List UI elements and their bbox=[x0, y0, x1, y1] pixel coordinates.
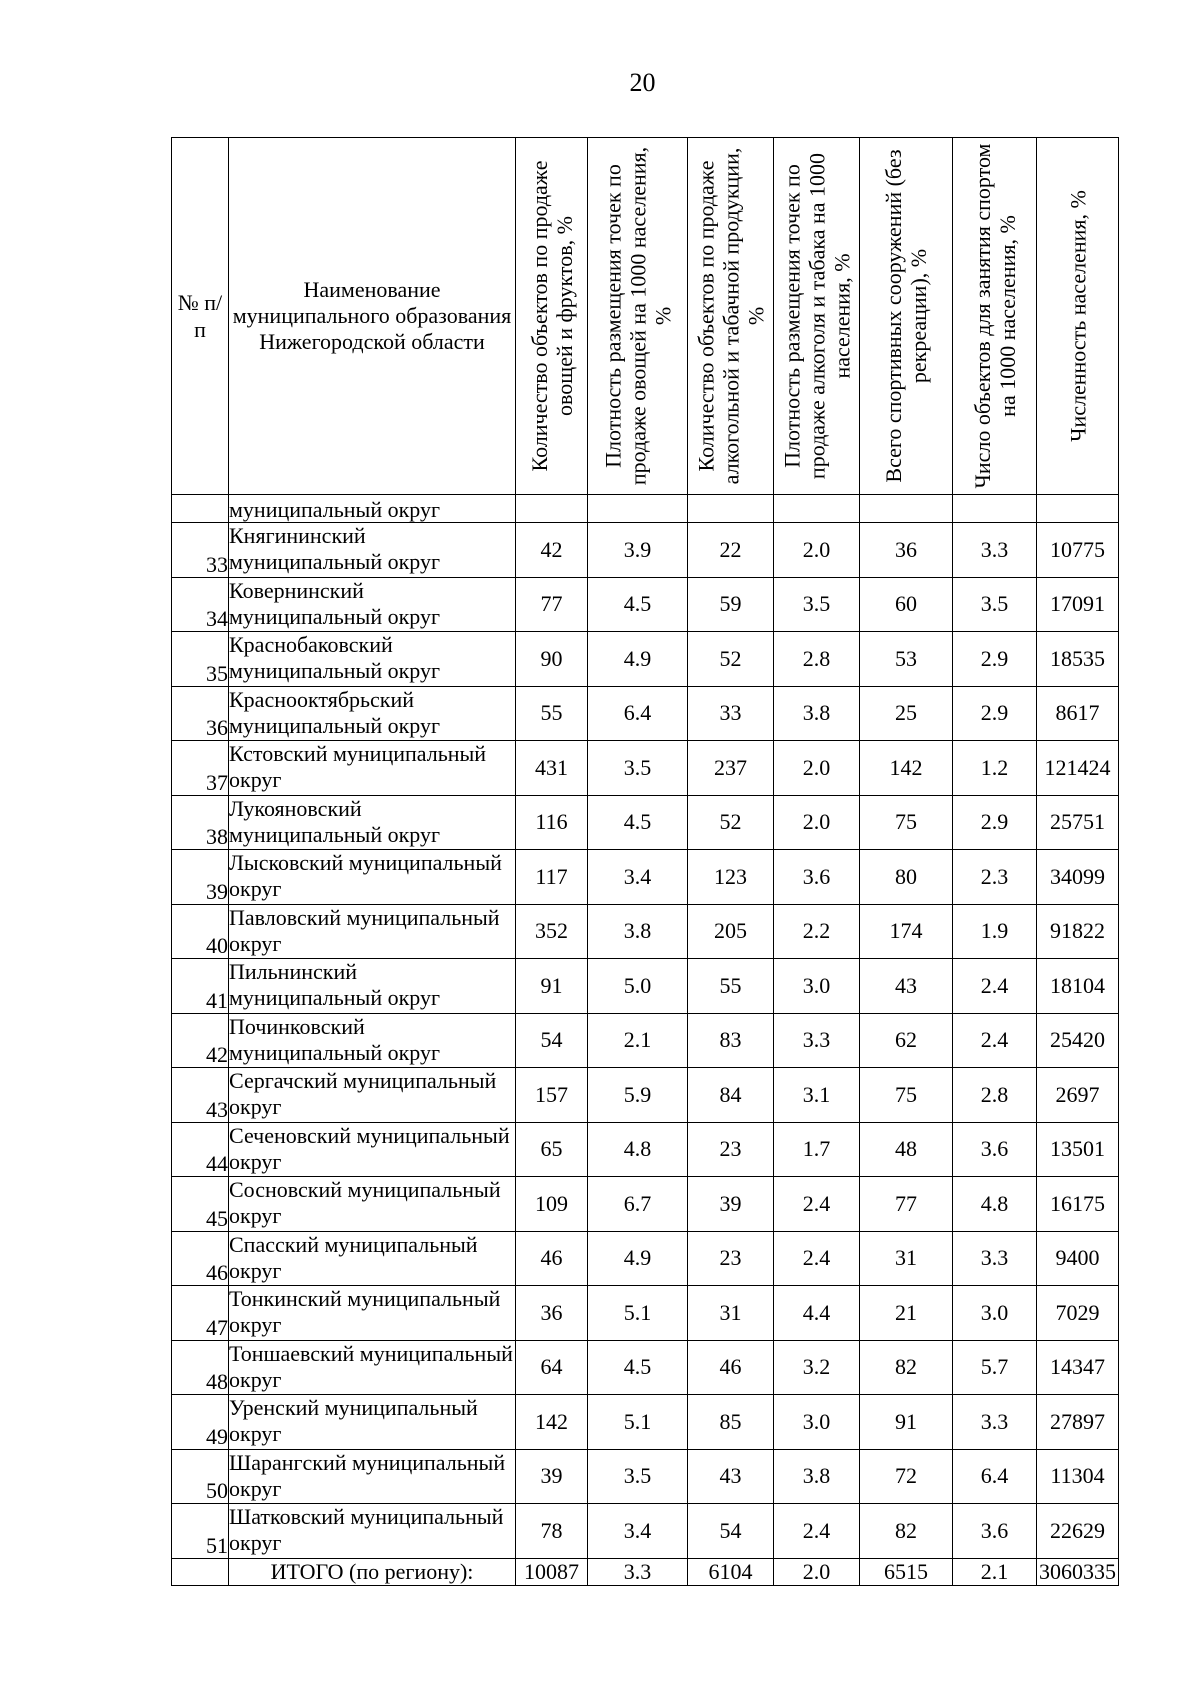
cell-value: 4.5 bbox=[588, 1340, 688, 1395]
table-row bbox=[172, 1013, 1119, 1068]
municipality-name: Тоншаевский муниципальный округ bbox=[229, 1340, 516, 1395]
cell-value: 3.9 bbox=[588, 523, 688, 578]
cell-value: 8617 bbox=[1037, 686, 1119, 741]
cell-value: 3.3 bbox=[953, 523, 1037, 578]
cell-value: 3.8 bbox=[588, 904, 688, 959]
total-value: 6515 bbox=[860, 1558, 953, 1585]
municipality-name: Краснобаковский муниципальный округ bbox=[229, 632, 516, 687]
table-row bbox=[172, 795, 1119, 850]
cell-value: 25751 bbox=[1037, 795, 1119, 850]
cell-value: 55 bbox=[516, 686, 588, 741]
cell-value: 64 bbox=[516, 1340, 588, 1395]
row-number: 47 bbox=[172, 1286, 229, 1341]
table-row bbox=[172, 904, 1119, 959]
cell-value: 4.5 bbox=[588, 795, 688, 850]
cell-value: 91 bbox=[516, 959, 588, 1014]
total-value: 10087 bbox=[516, 1558, 588, 1585]
total-row bbox=[172, 1558, 1119, 1585]
cell-value: 2.0 bbox=[774, 741, 860, 796]
cell-value: 27897 bbox=[1037, 1395, 1119, 1450]
cell-value: 2.9 bbox=[953, 686, 1037, 741]
row-number: 35 bbox=[172, 632, 229, 687]
header-col-label: Плотность размещения точек по продаже овощей на 1000 населения, % bbox=[600, 146, 675, 486]
header-col-label: Плотность размещения точек по продаже алкоголя и табака на 1000 населения, % bbox=[779, 152, 854, 480]
cell-value: 4.8 bbox=[953, 1177, 1037, 1232]
municipality-name: Лысковский муниципальный округ bbox=[229, 850, 516, 905]
header-col bbox=[588, 138, 688, 495]
cell-value: 2.4 bbox=[774, 1504, 860, 1559]
cell-value: 2.4 bbox=[774, 1231, 860, 1286]
cell-value: 237 bbox=[688, 741, 774, 796]
cell-value: 2.1 bbox=[588, 1013, 688, 1068]
header-col bbox=[774, 138, 860, 495]
cell-value: 34099 bbox=[1037, 850, 1119, 905]
row-number: 44 bbox=[172, 1122, 229, 1177]
row-number: 34 bbox=[172, 577, 229, 632]
cell-value: 59 bbox=[688, 577, 774, 632]
cell-value: 3.3 bbox=[953, 1395, 1037, 1450]
cell-value: 78 bbox=[516, 1504, 588, 1559]
municipality-name: Княгининский муниципальный округ bbox=[229, 523, 516, 578]
cell-value: 3.0 bbox=[774, 959, 860, 1014]
municipality-name: Починковский муниципальный округ bbox=[229, 1013, 516, 1068]
cell-value: 22629 bbox=[1037, 1504, 1119, 1559]
cell-value: 52 bbox=[688, 632, 774, 687]
cell-value: 36 bbox=[516, 1286, 588, 1341]
header-col-label: Численность населения, % bbox=[1065, 190, 1090, 442]
table-row bbox=[172, 1068, 1119, 1123]
row-number: 43 bbox=[172, 1068, 229, 1123]
cell-value: 3.6 bbox=[953, 1504, 1037, 1559]
header-col-label: Всего спортивных сооружений (без рекреации), % bbox=[881, 149, 931, 483]
cell-value: 123 bbox=[688, 850, 774, 905]
total-value: 6104 bbox=[688, 1558, 774, 1585]
cell-value: 5.0 bbox=[588, 959, 688, 1014]
row-number: 39 bbox=[172, 850, 229, 905]
cell-value: 77 bbox=[860, 1177, 953, 1232]
total-value: 2.0 bbox=[774, 1558, 860, 1585]
header-col-label: Количество объектов по продаже алкогольной и табачной продукции, % bbox=[693, 147, 768, 485]
cell-value: 3.3 bbox=[953, 1231, 1037, 1286]
cell-value: 5.9 bbox=[588, 1068, 688, 1123]
header-col bbox=[953, 138, 1037, 495]
cell-value: 36 bbox=[860, 523, 953, 578]
cell-value: 157 bbox=[516, 1068, 588, 1123]
header-name: Наименование муниципального образования Нижегородской области bbox=[229, 138, 516, 495]
continuation-num bbox=[172, 495, 229, 523]
cell-value: 11304 bbox=[1037, 1449, 1119, 1504]
row-number: 46 bbox=[172, 1231, 229, 1286]
cell-value: 84 bbox=[688, 1068, 774, 1123]
municipality-name: Уренский муниципальный округ bbox=[229, 1395, 516, 1450]
municipality-name: Шатковский муниципальный округ bbox=[229, 1504, 516, 1559]
total-value: 3.3 bbox=[588, 1558, 688, 1585]
header-num: № п/п bbox=[172, 138, 229, 495]
cell-value: 4.5 bbox=[588, 577, 688, 632]
cell-value: 4.9 bbox=[588, 1231, 688, 1286]
cell-value: 3.6 bbox=[953, 1122, 1037, 1177]
cell-value: 2.4 bbox=[953, 1013, 1037, 1068]
cell-value: 116 bbox=[516, 795, 588, 850]
row-number: 48 bbox=[172, 1340, 229, 1395]
municipality-name: Сеченовский муниципальный округ bbox=[229, 1122, 516, 1177]
cell-value: 90 bbox=[516, 632, 588, 687]
row-number: 42 bbox=[172, 1013, 229, 1068]
cell-value: 14347 bbox=[1037, 1340, 1119, 1395]
cell-value: 3.4 bbox=[588, 850, 688, 905]
cell-value: 142 bbox=[516, 1395, 588, 1450]
cell-value: 43 bbox=[860, 959, 953, 1014]
municipality-name: Сергачский муниципальный округ bbox=[229, 1068, 516, 1123]
total-num bbox=[172, 1558, 229, 1585]
table-row bbox=[172, 577, 1119, 632]
cell-value: 3.3 bbox=[774, 1013, 860, 1068]
row-number: 41 bbox=[172, 959, 229, 1014]
table-row bbox=[172, 1504, 1119, 1559]
municipality-name: Краснооктябрьский муниципальный округ bbox=[229, 686, 516, 741]
row-number: 38 bbox=[172, 795, 229, 850]
row-number: 51 bbox=[172, 1504, 229, 1559]
cell-value: 23 bbox=[688, 1122, 774, 1177]
table-row bbox=[172, 1395, 1119, 1450]
cell-value: 83 bbox=[688, 1013, 774, 1068]
cell-value: 1.9 bbox=[953, 904, 1037, 959]
cell-value: 2.8 bbox=[953, 1068, 1037, 1123]
cell-value: 3.0 bbox=[774, 1395, 860, 1450]
table-row bbox=[172, 1122, 1119, 1177]
municipality-name: Лукояновский муниципальный округ bbox=[229, 795, 516, 850]
cell-value: 3.5 bbox=[774, 577, 860, 632]
cell-value: 60 bbox=[860, 577, 953, 632]
cell-value: 31 bbox=[860, 1231, 953, 1286]
municipality-name: Тонкинский муниципальный округ bbox=[229, 1286, 516, 1341]
header-col bbox=[860, 138, 953, 495]
header-col-label: Число объектов для занятия спортом на 1000 населения, % bbox=[969, 143, 1020, 489]
cell-value: 91822 bbox=[1037, 904, 1119, 959]
cell-value: 3.1 bbox=[774, 1068, 860, 1123]
cell-value: 54 bbox=[688, 1504, 774, 1559]
table-row bbox=[172, 1286, 1119, 1341]
cell-value: 21 bbox=[860, 1286, 953, 1341]
statistics-table bbox=[171, 137, 1119, 1586]
cell-value: 85 bbox=[688, 1395, 774, 1450]
table-row bbox=[172, 523, 1119, 578]
header-col bbox=[1037, 138, 1119, 495]
cell-value: 352 bbox=[516, 904, 588, 959]
cell-value: 6.7 bbox=[588, 1177, 688, 1232]
cell-value: 2.9 bbox=[953, 795, 1037, 850]
row-number: 49 bbox=[172, 1395, 229, 1450]
cell-value: 2.2 bbox=[774, 904, 860, 959]
header-col bbox=[688, 138, 774, 495]
cell-value: 82 bbox=[860, 1504, 953, 1559]
cell-value: 22 bbox=[688, 523, 774, 578]
row-number: 36 bbox=[172, 686, 229, 741]
continuation-name: муниципальный округ bbox=[229, 495, 516, 523]
cell-value: 31 bbox=[688, 1286, 774, 1341]
cell-value: 75 bbox=[860, 1068, 953, 1123]
cell-value: 142 bbox=[860, 741, 953, 796]
cell-value: 72 bbox=[860, 1449, 953, 1504]
table-row bbox=[172, 1177, 1119, 1232]
cell-value: 9400 bbox=[1037, 1231, 1119, 1286]
cell-value: 1.7 bbox=[774, 1122, 860, 1177]
cell-value: 13501 bbox=[1037, 1122, 1119, 1177]
cell-value: 39 bbox=[688, 1177, 774, 1232]
cell-value: 82 bbox=[860, 1340, 953, 1395]
cell-value: 46 bbox=[688, 1340, 774, 1395]
cell-value: 3.8 bbox=[774, 686, 860, 741]
cell-value: 65 bbox=[516, 1122, 588, 1177]
total-value: 3060335 bbox=[1037, 1558, 1119, 1585]
cell-value: 91 bbox=[860, 1395, 953, 1450]
cell-value: 6.4 bbox=[953, 1449, 1037, 1504]
header-col bbox=[516, 138, 588, 495]
cell-value: 121424 bbox=[1037, 741, 1119, 796]
municipality-name: Пильнинский муниципальный округ bbox=[229, 959, 516, 1014]
cell-value: 54 bbox=[516, 1013, 588, 1068]
total-value: 2.1 bbox=[953, 1558, 1037, 1585]
cell-value: 2.4 bbox=[953, 959, 1037, 1014]
cell-value: 48 bbox=[860, 1122, 953, 1177]
cell-value: 25420 bbox=[1037, 1013, 1119, 1068]
cell-value: 3.6 bbox=[774, 850, 860, 905]
cell-value: 109 bbox=[516, 1177, 588, 1232]
cell-value: 7029 bbox=[1037, 1286, 1119, 1341]
header-row bbox=[172, 138, 1119, 495]
cell-value: 23 bbox=[688, 1231, 774, 1286]
cell-value: 77 bbox=[516, 577, 588, 632]
cell-value: 18104 bbox=[1037, 959, 1119, 1014]
cell-value: 2.8 bbox=[774, 632, 860, 687]
cell-value: 117 bbox=[516, 850, 588, 905]
cell-value: 3.0 bbox=[953, 1286, 1037, 1341]
municipality-name: Кстовский муниципальный округ bbox=[229, 741, 516, 796]
cell-value: 16175 bbox=[1037, 1177, 1119, 1232]
cell-value: 2.4 bbox=[774, 1177, 860, 1232]
municipality-name: Сосновский муниципальный округ bbox=[229, 1177, 516, 1232]
table-row bbox=[172, 1340, 1119, 1395]
total-label: ИТОГО (по региону): bbox=[229, 1558, 516, 1585]
cell-value: 3.8 bbox=[774, 1449, 860, 1504]
continuation-row bbox=[172, 495, 1119, 523]
cell-value: 6.4 bbox=[588, 686, 688, 741]
cell-value: 46 bbox=[516, 1231, 588, 1286]
municipality-name: Спасский муниципальный округ bbox=[229, 1231, 516, 1286]
cell-value: 3.2 bbox=[774, 1340, 860, 1395]
table-row bbox=[172, 850, 1119, 905]
cell-value: 5.7 bbox=[953, 1340, 1037, 1395]
municipality-name: Павловский муниципальный округ bbox=[229, 904, 516, 959]
cell-value: 4.4 bbox=[774, 1286, 860, 1341]
table-row bbox=[172, 632, 1119, 687]
cell-value: 1.2 bbox=[953, 741, 1037, 796]
row-number: 40 bbox=[172, 904, 229, 959]
cell-value: 3.5 bbox=[588, 1449, 688, 1504]
cell-value: 3.5 bbox=[953, 577, 1037, 632]
page-number: 20 bbox=[629, 68, 656, 97]
municipality-name: Шарангский муниципальный округ bbox=[229, 1449, 516, 1504]
row-number: 45 bbox=[172, 1177, 229, 1232]
cell-value: 2.0 bbox=[774, 523, 860, 578]
cell-value: 33 bbox=[688, 686, 774, 741]
table-row bbox=[172, 959, 1119, 1014]
cell-value: 52 bbox=[688, 795, 774, 850]
table-row bbox=[172, 1449, 1119, 1504]
cell-value: 3.5 bbox=[588, 741, 688, 796]
cell-value: 39 bbox=[516, 1449, 588, 1504]
cell-value: 3.4 bbox=[588, 1504, 688, 1559]
cell-value: 2.9 bbox=[953, 632, 1037, 687]
cell-value: 2697 bbox=[1037, 1068, 1119, 1123]
cell-value: 5.1 bbox=[588, 1286, 688, 1341]
cell-value: 53 bbox=[860, 632, 953, 687]
cell-value: 2.3 bbox=[953, 850, 1037, 905]
cell-value: 2.0 bbox=[774, 795, 860, 850]
cell-value: 80 bbox=[860, 850, 953, 905]
cell-value: 431 bbox=[516, 741, 588, 796]
table-row bbox=[172, 686, 1119, 741]
cell-value: 205 bbox=[688, 904, 774, 959]
cell-value: 43 bbox=[688, 1449, 774, 1504]
cell-value: 174 bbox=[860, 904, 953, 959]
cell-value: 62 bbox=[860, 1013, 953, 1068]
table-row bbox=[172, 741, 1119, 796]
header-col-label: Количество объектов по продаже овощей и фруктов, % bbox=[526, 160, 577, 472]
municipality-name: Ковернинский муниципальный округ bbox=[229, 577, 516, 632]
cell-value: 42 bbox=[516, 523, 588, 578]
row-number: 33 bbox=[172, 523, 229, 578]
cell-value: 4.9 bbox=[588, 632, 688, 687]
cell-value: 25 bbox=[860, 686, 953, 741]
cell-value: 18535 bbox=[1037, 632, 1119, 687]
cell-value: 5.1 bbox=[588, 1395, 688, 1450]
row-number: 37 bbox=[172, 741, 229, 796]
cell-value: 4.8 bbox=[588, 1122, 688, 1177]
row-number: 50 bbox=[172, 1449, 229, 1504]
cell-value: 17091 bbox=[1037, 577, 1119, 632]
cell-value: 75 bbox=[860, 795, 953, 850]
cell-value: 55 bbox=[688, 959, 774, 1014]
cell-value: 10775 bbox=[1037, 523, 1119, 578]
table-row bbox=[172, 1231, 1119, 1286]
